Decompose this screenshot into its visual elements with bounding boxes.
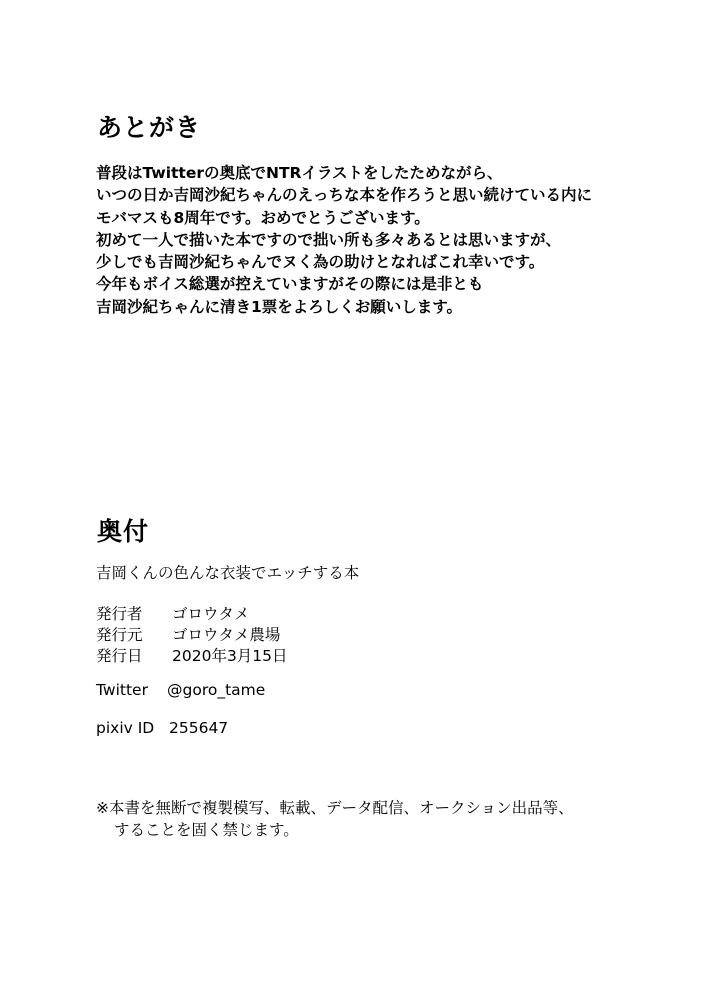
publisher-label: 発行者: [96, 605, 143, 623]
afterword-line: 吉岡沙紀ちゃんに清き1票をよろしくお願いします。: [96, 297, 463, 316]
date-value: 2020年3月15日: [172, 647, 288, 665]
date-label: 発行日: [96, 647, 143, 665]
afterword-heading: あとがき: [97, 113, 202, 142]
copyright-notice: [96, 797, 574, 841]
afterword-line: 少しでも吉岡沙紀ちゃんでヌく為の助けとなればこれ幸いです。: [96, 253, 545, 272]
afterword-line: モバマスも8周年です。おめでとうございます。: [96, 208, 430, 227]
afterword-line: 今年もボイス総選が控えていますがその際には是非とも: [96, 275, 484, 294]
twitter-label: Twitter: [96, 681, 148, 699]
publication-info: [96, 604, 288, 667]
issuer-row: [96, 625, 288, 646]
notice-line: することを固く禁じます。: [114, 821, 299, 839]
publisher-value: ゴロウタメ: [172, 605, 250, 623]
pixiv-row: [96, 721, 228, 737]
issuer-value: ゴロウタメ農場: [172, 626, 281, 644]
twitter-row: [96, 683, 265, 699]
notice-line: ※本書を無断で複製模写、転載、データ配信、オークション出品等、: [96, 799, 574, 817]
twitter-handle: @goro_tame: [167, 681, 266, 699]
afterword-line: 初めて一人で描いた本ですので拙い所も多々あるとは思いますが、: [96, 230, 562, 249]
afterword-line: いつの日か吉岡沙紀ちゃんのえっちな本を作ろうと思い続けている内に: [96, 186, 593, 205]
pixiv-id: 255647: [169, 719, 229, 737]
pixiv-label: pixiv ID: [96, 719, 155, 737]
afterword-body: [96, 162, 592, 318]
colophon-heading: 奥付: [97, 517, 150, 546]
issuer-label: 発行元: [96, 626, 143, 644]
publisher-row: [96, 604, 288, 625]
afterword-line: 普段はTwitterの奥底でNTRイラストをしたためながら、: [96, 164, 503, 182]
book-title: 吉岡くんの色んな衣装でエッチする本: [96, 564, 360, 582]
date-row: [96, 646, 288, 667]
